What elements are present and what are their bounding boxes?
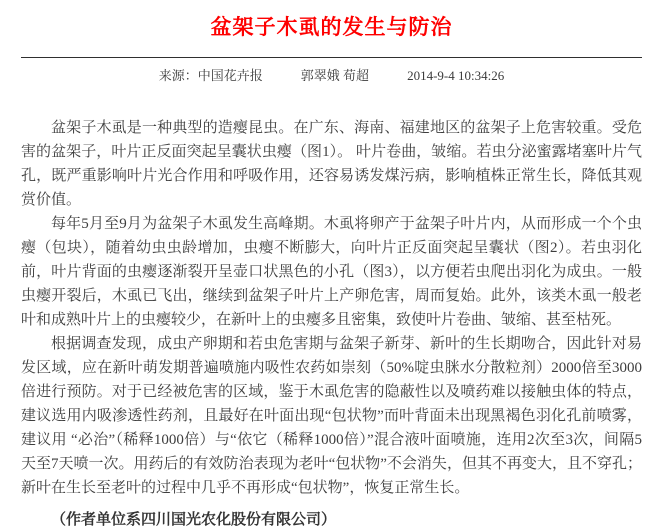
article-body	[21, 116, 642, 500]
paragraph-control: 根据调查发现，成虫产卵期和若虫危害期与盆架子新芽、新叶的生长期吻合，因此针对易发区域，应在新叶萌发期普遍喷施内吸性农药如崇刻（50%啶虫脒水分散粒剂）2000倍至3000倍进行预防。对于已经被危害的区域，鉴于木虱危害的隐蔽性以及喷药难以接触虫体的特点，建议选用内吸渗透性药剂，且最好在叶面出现“包状物”而叶背面未出现黑褐色羽化孔前喷雾，建议用 “必治”（稀释1000倍）与“依它（稀释1000倍）”混合液叶面喷施，连用2次至3次，间隔5天至7天喷一次。用药后的有效防治表现为老叶“包状物”不会消失，但其不再变大，且不穿孔；新叶在生长至老叶的过程中几乎不再形成“包状物”，恢复正常生长。	[21, 336, 642, 496]
paragraph-occurrence: 盆架子木虱是一种典型的造瘿昆虫。在广东、海南、福建地区的盆架子上危害较重。受危害的盆架子，叶片正反面突起呈囊状虫瘿（图1）。 叶片卷曲，皱缩。若虫分泌蜜露堵塞叶片气孔，既严重影响叶片光合作用和呼吸作用，还容易诱发煤污病，影响植株正常生长，降低其观赏价值。	[21, 120, 642, 208]
publish-datetime: 2014-9-4 10:34:26	[407, 68, 505, 83]
article-meta	[21, 67, 642, 85]
author-names: 郭翠娥 荀超	[300, 68, 370, 83]
divider-line	[21, 57, 642, 58]
paragraph-lifecycle: 每年5月至9月为盆架子木虱发生高峰期。木虱将卵产于盆架子叶片内，从而形成一个个虫瘿（包块），随着幼虫虫龄增加，虫瘿不断膨大，向叶片正反面突起呈囊状（图2）。若虫羽化前，叶片背面的虫瘿逐渐裂开呈壶口状黑色的小孔（图3），以方便若虫爬出羽化为成虫。一般虫瘿开裂后，木虱已飞出，继续到盆架子叶片上产卵危害，周而复始。此外，该类木虱一般老叶和成熟叶片上的虫瘿较少，在新叶上的虫瘿多且密集，致使叶片卷曲、皱缩、甚至枯死。	[21, 216, 642, 328]
author-affiliation: （作者单位系四川国光农化股份有限公司）	[51, 512, 337, 528]
source-label: 来源：中国花卉报	[158, 68, 263, 83]
article-title: 盆架子木虱的发生与防治	[210, 15, 453, 39]
